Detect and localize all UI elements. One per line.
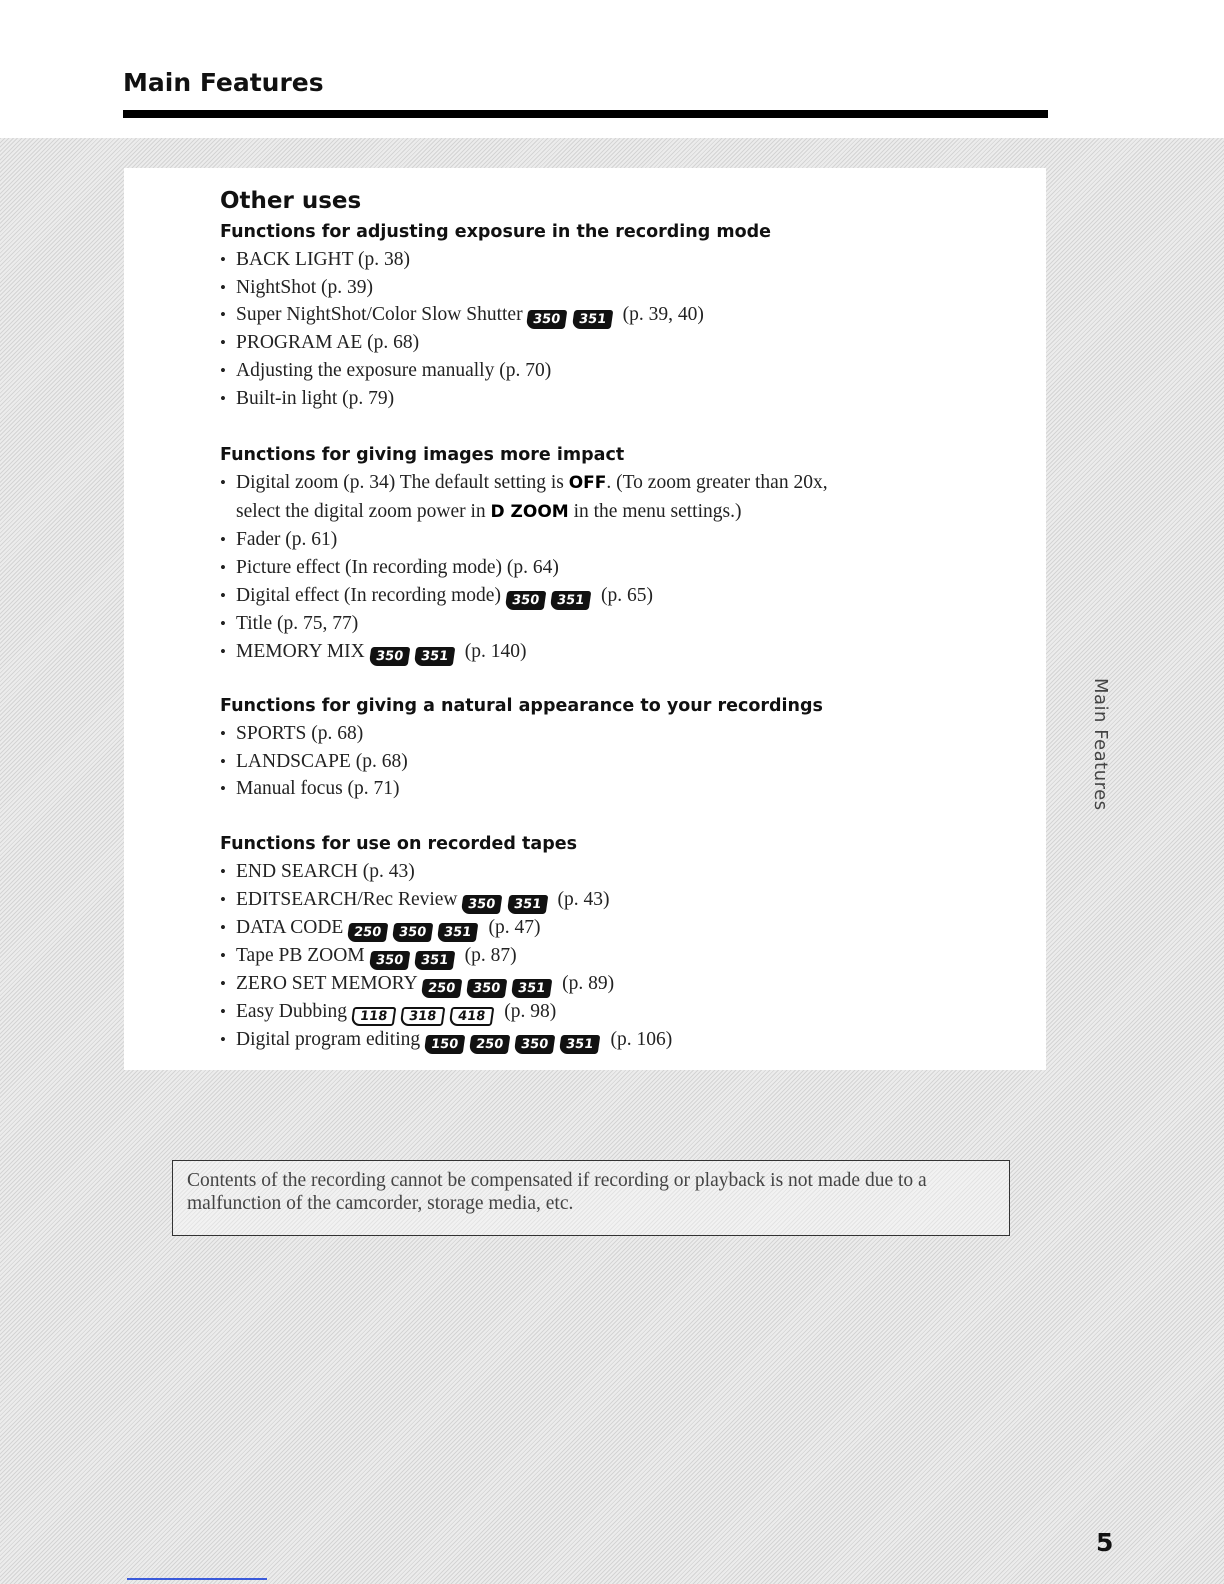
list-item (220, 638, 1020, 666)
model-badge: 350 (461, 895, 503, 914)
model-badge: 250 (469, 1035, 511, 1054)
list-item: • NightShot (p. 39) (220, 274, 1020, 302)
side-index-tab: Main Features (1090, 678, 1111, 811)
model-badge: 350 (514, 1035, 556, 1054)
item-text: ZERO SET MEMORY (236, 972, 417, 994)
list-item: • PROGRAM AE (p. 68) (220, 329, 1020, 357)
item-text: select the digital zoom power in (236, 500, 486, 522)
model-badge: 250 (347, 923, 389, 942)
page-ref: (p. 39, 40) (622, 304, 704, 326)
model-badge: 350 (504, 591, 546, 610)
page-ref: (p. 47) (488, 916, 541, 938)
feature-list (220, 858, 1020, 1054)
list-item (220, 301, 1020, 329)
model-badge: 350 (368, 647, 410, 666)
item-text: Tape PB ZOOM (236, 944, 365, 966)
model-badge: 351 (437, 923, 479, 942)
page-ref: (p. 106) (610, 1028, 673, 1050)
model-badge: 250 (420, 979, 462, 998)
item-text: Digital program editing (236, 1028, 421, 1050)
feature-group-natural (220, 692, 1020, 803)
feature-group-exposure (220, 218, 1020, 413)
list-item (220, 970, 1020, 998)
group-heading: Functions for use on recorded tapes (220, 834, 578, 854)
model-badge: 350 (392, 923, 434, 942)
model-badge: 351 (511, 979, 553, 998)
list-item (220, 1026, 1020, 1054)
feature-list (220, 246, 1020, 413)
page-ref: (p. 89) (562, 972, 615, 994)
page-ref: (p. 98) (504, 1000, 557, 1022)
group-heading: Functions for adjusting exposure in the recording mode (220, 222, 772, 242)
model-badge: 351 (413, 951, 455, 970)
list-item (220, 942, 1020, 970)
list-item: • Title (p. 75, 77) (220, 610, 1020, 638)
model-badge: 350 (368, 951, 410, 970)
section-title: Other uses (220, 188, 362, 214)
list-item: • Adjusting the exposure manually (p. 70) (220, 357, 1020, 385)
item-text: MEMORY MIX (236, 640, 365, 662)
model-badge: 350 (526, 310, 568, 329)
item-text: Easy Dubbing (236, 1000, 348, 1022)
item-text: . (To zoom greater than 20x, (606, 472, 828, 493)
page-number: 5 (1096, 1528, 1114, 1557)
list-item: • LANDSCAPE (p. 68) (220, 748, 1020, 776)
list-item: • Picture effect (In recording mode) (p. 64) (220, 554, 1020, 582)
list-item (220, 886, 1020, 914)
model-badge: 351 (506, 895, 548, 914)
group-heading: Functions for giving a natural appearance to your recordings (220, 696, 823, 716)
page-ref: (p. 65) (600, 584, 653, 606)
list-item: • BACK LIGHT (p. 38) (220, 246, 1020, 274)
feature-list (220, 720, 1020, 803)
list-item (220, 582, 1020, 610)
list-item (220, 998, 1020, 1026)
group-heading: Functions for giving images more impact (220, 445, 625, 465)
model-badge: 351 (413, 647, 455, 666)
list-item: • Manual focus (p. 71) (220, 775, 1020, 803)
model-badge: 350 (466, 979, 508, 998)
feature-group-tapes (220, 830, 1020, 1054)
model-badge: 351 (571, 310, 613, 329)
list-item (220, 469, 1020, 526)
emphasis-text: OFF (568, 473, 607, 493)
page-ref: (p. 43) (557, 888, 610, 910)
list-item: • END SEARCH (p. 43) (220, 858, 1020, 886)
model-badge: 118 (351, 1007, 397, 1026)
notice-box: Contents of the recording cannot be compensated if recording or playback is not made due to a malfunction of the camcorder, storage media, etc. (172, 1160, 1010, 1236)
model-badge: 150 (424, 1035, 466, 1054)
model-badge: 351 (559, 1035, 601, 1054)
item-text: Super NightShot/Color Slow Shutter (236, 304, 523, 326)
model-badge: 318 (400, 1007, 446, 1026)
feature-group-impact (220, 441, 1020, 666)
list-item: • SPORTS (p. 68) (220, 720, 1020, 748)
link-underline (127, 1578, 267, 1580)
page-header-title: Main Features (123, 68, 324, 97)
model-badge: 351 (550, 591, 592, 610)
item-text: in the menu settings.) (573, 500, 742, 522)
item-text: Digital effect (In recording mode) (236, 584, 501, 606)
emphasis-text: D ZOOM (490, 501, 569, 522)
header-rule (123, 110, 1048, 118)
page-ref: (p. 140) (464, 640, 527, 662)
model-badge: 418 (449, 1007, 495, 1026)
list-item: • Built-in light (p. 79) (220, 385, 1020, 413)
item-text: Digital zoom (p. 34) The default setting is (236, 472, 564, 493)
list-item (220, 914, 1020, 942)
feature-list (220, 469, 1020, 666)
page-ref: (p. 87) (464, 944, 517, 966)
item-text: DATA CODE (236, 916, 344, 938)
list-item: • Fader (p. 61) (220, 526, 1020, 554)
item-text: EDITSEARCH/Rec Review (236, 888, 458, 910)
